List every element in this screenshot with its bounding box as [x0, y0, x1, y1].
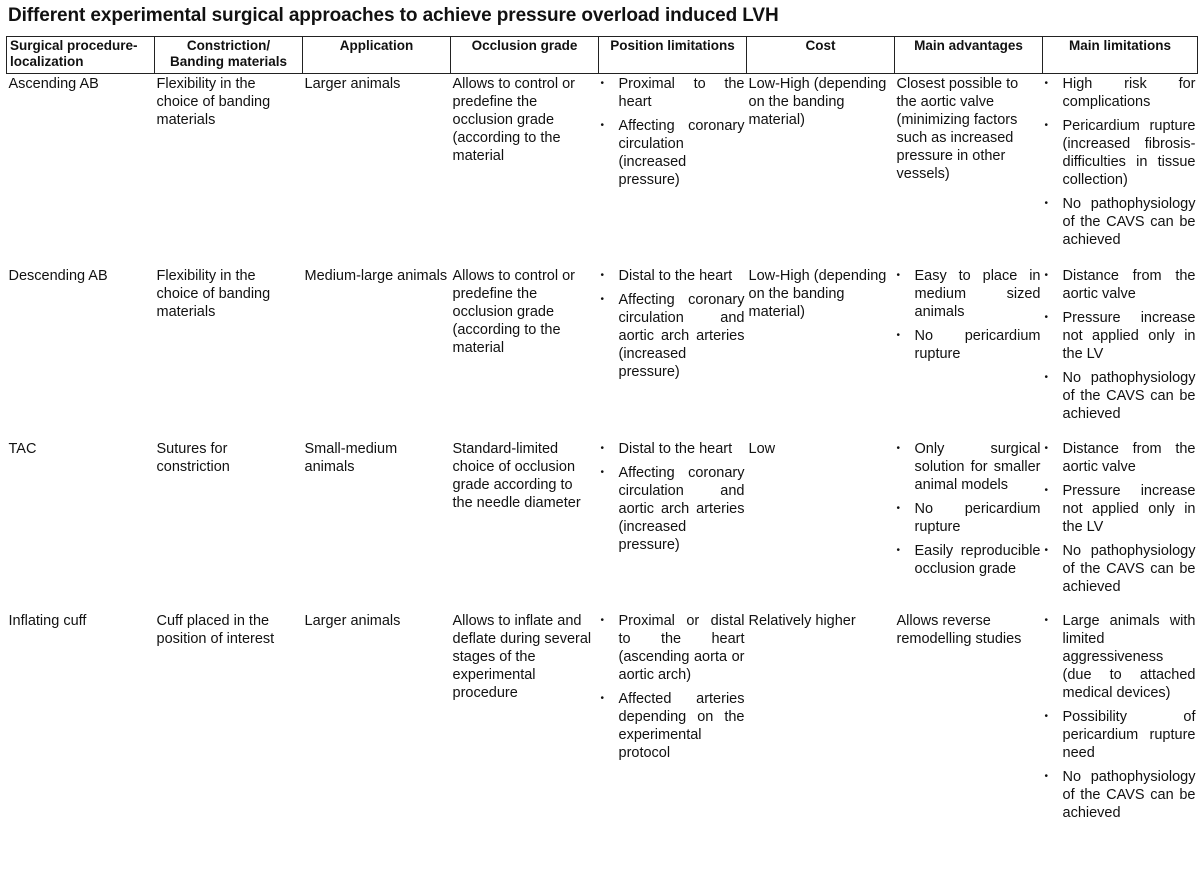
- header-constriction-line1: Constriction/: [186, 38, 271, 53]
- list-item: • Pressure increase not applied only in the LV: [1045, 482, 1196, 536]
- header-procedure-line2: localization: [10, 54, 84, 69]
- cell-procedure: TAC: [8, 440, 37, 457]
- position-list: [601, 267, 745, 381]
- list-item: • No pathophysiology of the CAVS can be achieved: [1045, 195, 1196, 249]
- header-position: Position limitations: [599, 37, 747, 74]
- cell-application: Larger animals: [304, 612, 401, 629]
- limitations-list: [1045, 75, 1196, 249]
- position-list: [601, 612, 745, 762]
- list-item: • Affected arteries depending on the experimental protocol: [601, 690, 745, 762]
- cell-advantages: Closest possible to the aortic valve (minimizing factors such as increased pressure in other vessels): [896, 76, 1019, 182]
- list-item: • Distal to the heart: [601, 440, 745, 458]
- list-item: • Distance from the aortic valve: [1045, 440, 1196, 476]
- advantages-list: [897, 440, 1041, 578]
- table-row: [7, 74, 1198, 266]
- header-procedure: [7, 37, 155, 74]
- advantages-list: [897, 267, 1041, 363]
- cell-occlusion: Allows to control or predefine the occlusion grade (according to the material: [452, 76, 575, 164]
- header-constriction: [155, 37, 303, 74]
- limitations-list: [1045, 440, 1196, 596]
- list-item: • Pericardium rupture (increased fibrosis-difficulties in tissue collection): [1045, 117, 1196, 189]
- list-item: • Affecting coronary circulation (increased pressure): [601, 117, 745, 189]
- cell-constriction: Flexibility in the choice of banding materials: [156, 267, 271, 320]
- cell-constriction: Cuff placed in the position of interest: [156, 612, 275, 647]
- header-constriction-line2: Banding materials: [169, 54, 288, 69]
- cell-cost: Low-High (depending on the banding material): [748, 76, 887, 128]
- limitations-list: [1045, 267, 1196, 423]
- cell-procedure: Ascending AB: [8, 76, 99, 92]
- list-item: • No pericardium rupture: [897, 327, 1041, 363]
- list-item: • Easily reproducible occlusion grade: [897, 542, 1041, 578]
- list-item: • Pressure increase not applied only in the LV: [1045, 309, 1196, 363]
- cell-limitations: [1043, 611, 1198, 851]
- cell-application: Medium-large animals: [304, 267, 448, 284]
- cell-occlusion: Allows to control or predefine the occlusion grade (according to the material: [452, 267, 575, 356]
- table-row: [7, 611, 1198, 851]
- list-item: • Proximal or distal to the heart (ascending aorta or aortic arch): [601, 612, 745, 684]
- table-row: [7, 439, 1198, 611]
- cell-limitations: [1043, 439, 1198, 611]
- list-item: • Affecting coronary circulation and aortic arch arteries (increased pressure): [601, 291, 745, 381]
- header-advantages: Main advantages: [895, 37, 1043, 74]
- header-occlusion: Occlusion grade: [451, 37, 599, 74]
- table-row: [7, 266, 1198, 439]
- cell-advantages: [895, 439, 1043, 611]
- cell-limitations: [1043, 74, 1198, 266]
- limitations-list: [1045, 612, 1196, 822]
- header-limitations: Main limitations: [1043, 37, 1198, 74]
- cell-procedure: Inflating cuff: [8, 612, 87, 629]
- cell-occlusion: Allows to inflate and deflate during several stages of the experimental procedure: [452, 612, 592, 701]
- cell-advantages: [895, 266, 1043, 439]
- cell-procedure: Descending AB: [8, 267, 108, 284]
- cell-constriction: Sutures for constriction: [156, 440, 230, 475]
- list-item: • No pathophysiology of the CAVS can be achieved: [1045, 542, 1196, 596]
- list-item: • No pathophysiology of the CAVS can be achieved: [1045, 768, 1196, 822]
- list-item: • Easy to place in medium sized animals: [897, 267, 1041, 321]
- cell-limitations: [1043, 266, 1198, 439]
- cell-advantages: Allows reverse remodelling studies: [896, 612, 1022, 647]
- list-item: • Possibility of pericardium rupture need: [1045, 708, 1196, 762]
- position-list: [601, 440, 745, 554]
- table-title: Different experimental surgical approaches to achieve pressure overload induced LVH: [8, 5, 779, 26]
- cell-cost: Low-High (depending on the banding material): [748, 267, 887, 320]
- header-application: Application: [303, 37, 451, 74]
- header-procedure-line1: Surgical procedure-: [10, 38, 138, 53]
- header-cost: Cost: [747, 37, 895, 74]
- list-item: • Only surgical solution for smaller animal models: [897, 440, 1041, 494]
- cell-cost: Low: [748, 440, 776, 457]
- cell-cost: Relatively higher: [748, 612, 856, 629]
- cell-position: [599, 266, 747, 439]
- cell-position: [599, 611, 747, 851]
- cell-constriction: Flexibility in the choice of banding materials: [156, 76, 271, 128]
- surgical-approaches-table: [6, 36, 1198, 851]
- list-item: • No pathophysiology of the CAVS can be achieved: [1045, 369, 1196, 423]
- cell-position: [599, 74, 747, 266]
- cell-position: [599, 439, 747, 611]
- list-item: • Distance from the aortic valve: [1045, 267, 1196, 303]
- list-item: • High risk for complications: [1045, 75, 1196, 111]
- list-item: • Proximal to the heart: [601, 75, 745, 111]
- cell-occlusion: Standard-limited choice of occlusion grade according to the needle diameter: [452, 440, 581, 511]
- list-item: • No pericardium rupture: [897, 500, 1041, 536]
- list-item: • Distal to the heart: [601, 267, 745, 285]
- cell-application: Larger animals: [304, 76, 401, 92]
- list-item: • Large animals with limited aggressiveness (due to attached medical devices): [1045, 612, 1196, 702]
- position-list: [601, 75, 745, 189]
- cell-application: Small-medium animals: [304, 440, 398, 475]
- list-item: • Affecting coronary circulation and aortic arch arteries (increased pressure): [601, 464, 745, 554]
- header-row: [7, 37, 1198, 74]
